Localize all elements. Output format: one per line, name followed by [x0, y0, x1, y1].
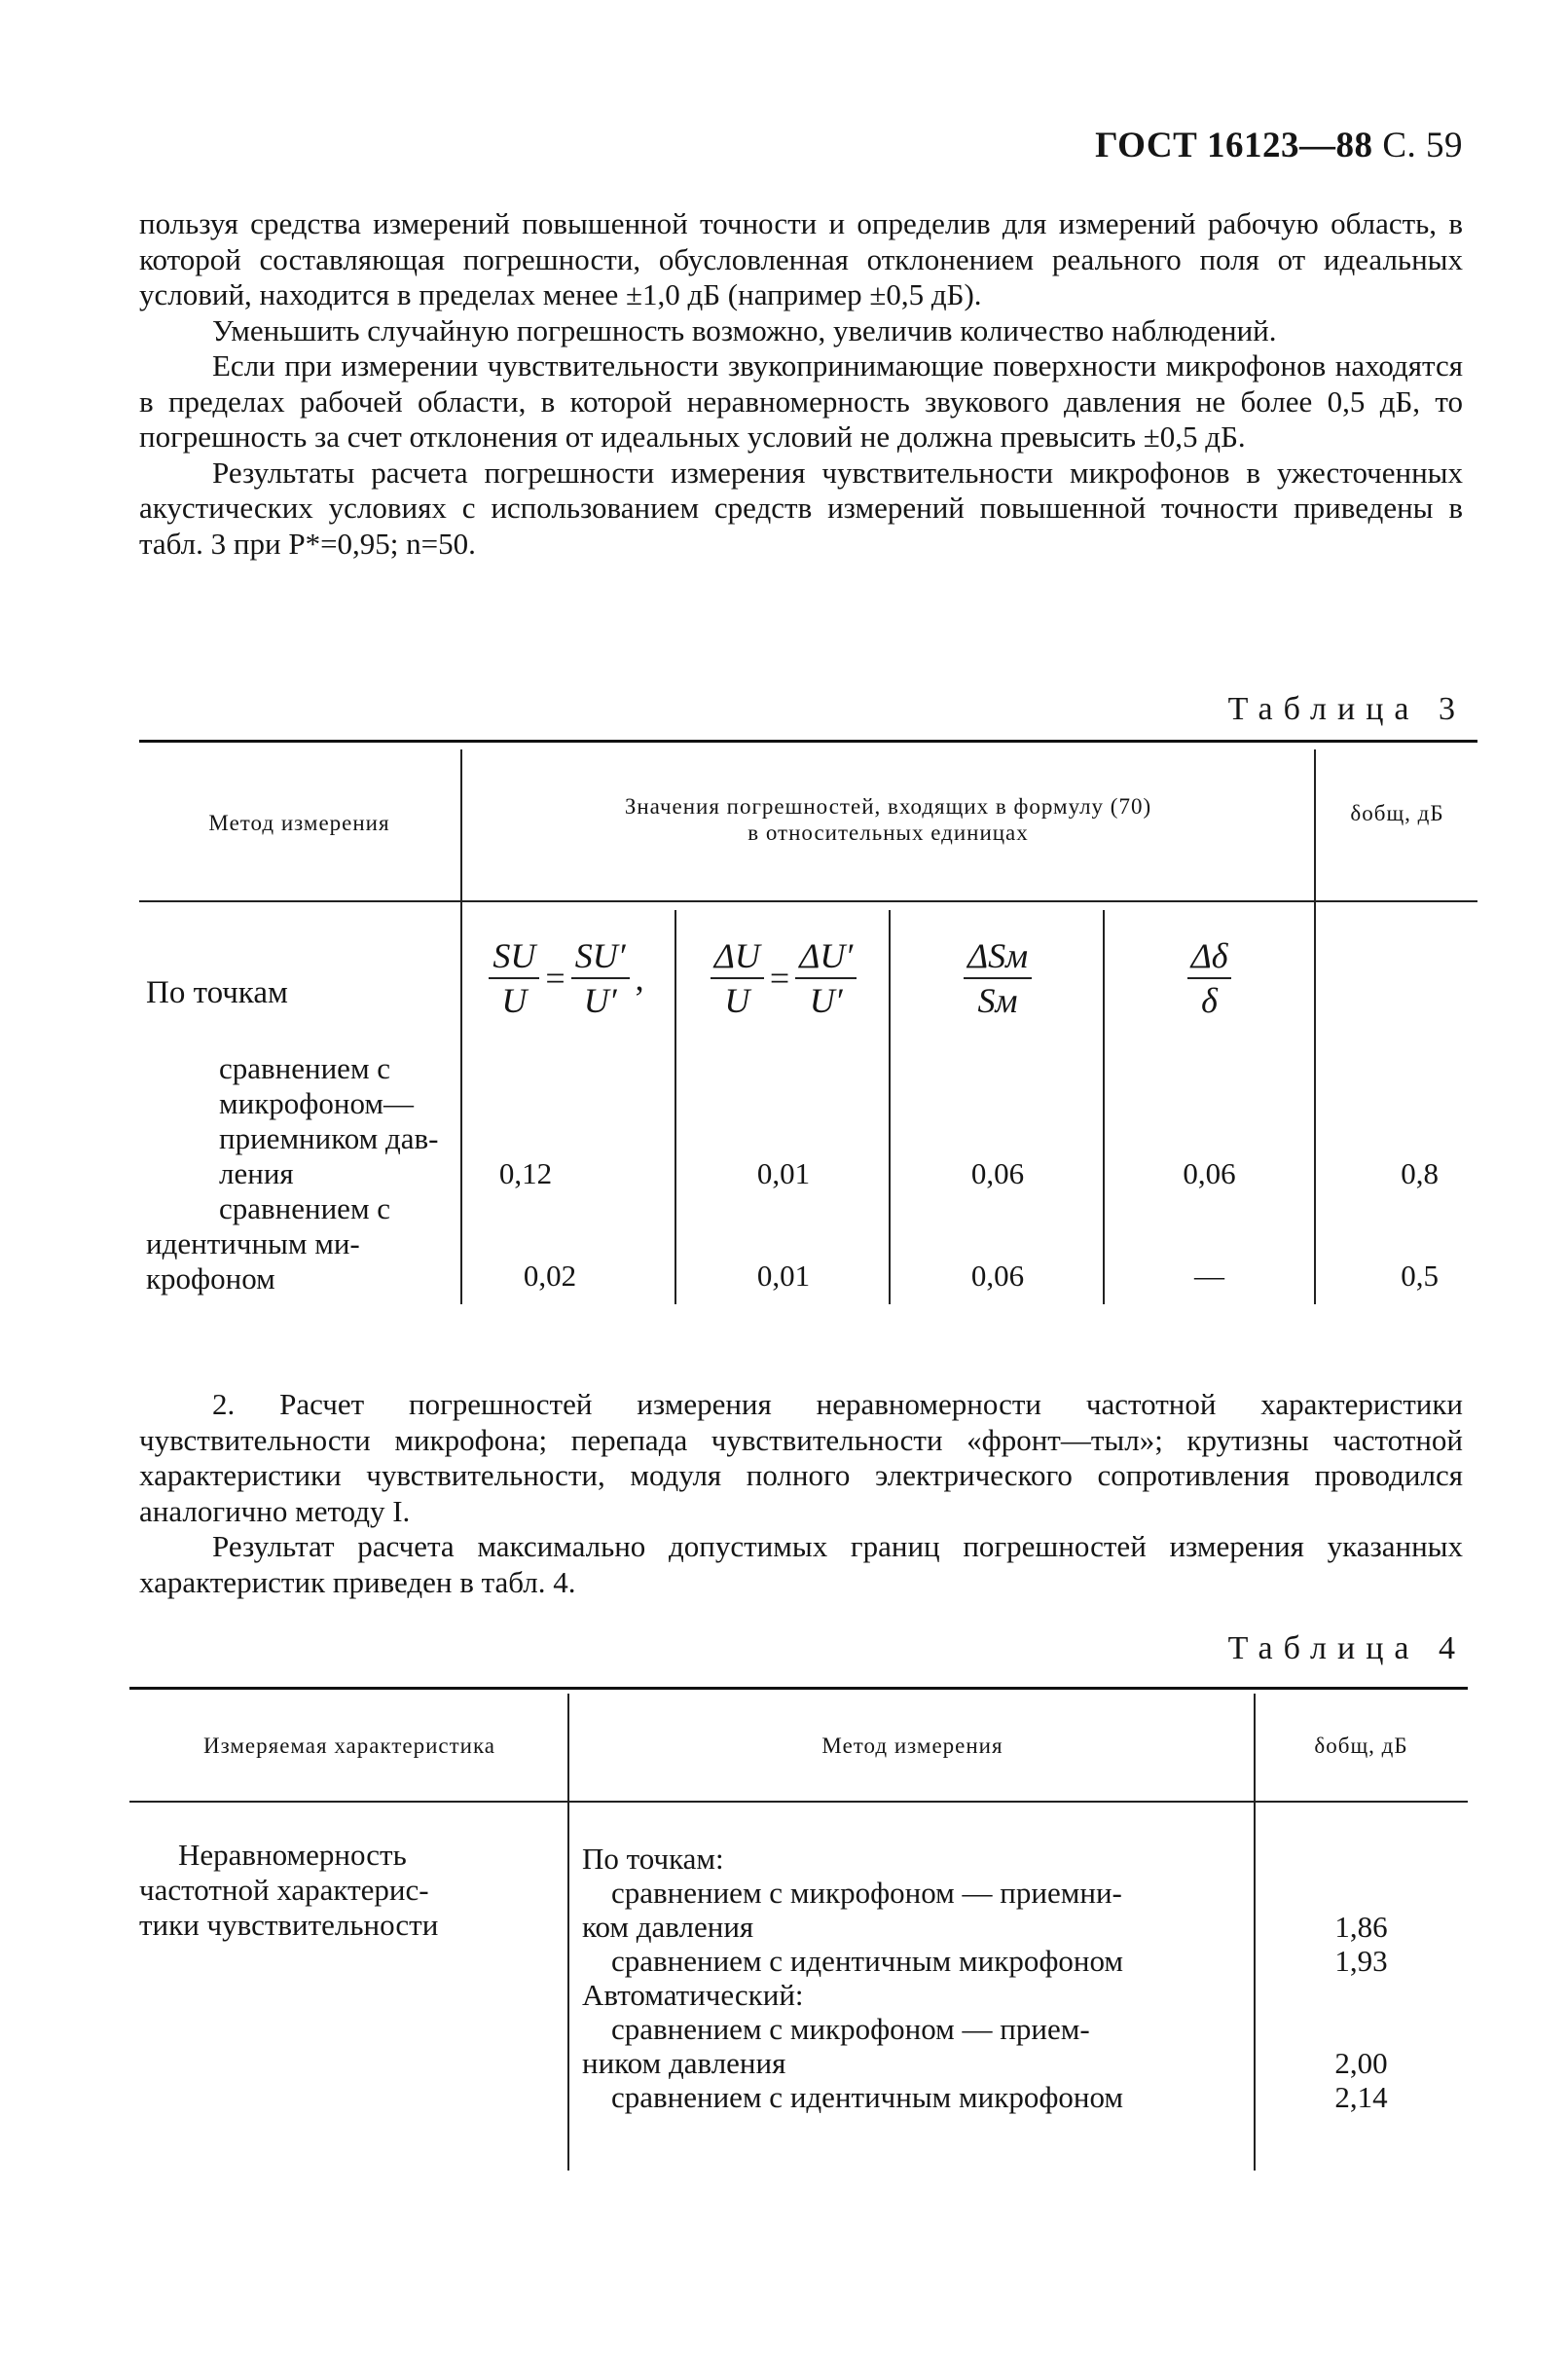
- table4-header-rule: [129, 1801, 1468, 1803]
- paragraph-6: Результат расчета максимально допустимых границ погрешностей измерения указанных характеристик приведен в табл. 4.: [139, 1529, 1463, 1599]
- table3-row2-v1: 0,02: [523, 1259, 577, 1293]
- table4-header-total: δобщ, дБ: [1314, 1733, 1408, 1758]
- table4-total-4: 2,14: [1334, 2080, 1388, 2114]
- paragraph-2: Уменьшить случайную погрешность возможно, увеличив количество наблюдений.: [212, 312, 1277, 347]
- table3-row1-method: сравнением с микрофоном— приемником дав- ления: [219, 1051, 439, 1190]
- table3-group-label: По точкам: [146, 975, 288, 1010]
- table3-row2-v2: 0,01: [756, 1259, 811, 1293]
- paragraph-3: Если при измерении чувствительности звукопринимающие поверхности микрофонов находятся в пределах рабочей области, в которой неравномерность звукового давления не более 0,5 дБ, то погрешность за счет отклонения от идеальных условий не должна превысить ±0,5 дБ.: [139, 348, 1463, 454]
- body-text-middle: [139, 1387, 1463, 1600]
- standard-number: ГОСТ 16123—88: [1095, 126, 1373, 165]
- formula-2: $\frac{\Delta U}{U}$ = $\frac{\Delta U'}{U'}$: [681, 934, 886, 1022]
- formula-3: $\frac{\text{ΔSм}}{Sм}$: [895, 934, 1100, 1022]
- table4-header-characteristic: Измеряемая характеристика: [202, 1733, 495, 1758]
- paragraph-4: Результаты расчета погрешности измерения чувствительности микрофонов в ужесточенных акустических условиях с использованием средств измерений повышенной точности приведены в табл. 3 при P*=0,95; n=50.: [139, 455, 1463, 561]
- table3-top-rule: [139, 740, 1477, 743]
- table3-col-divider-2: [1314, 749, 1316, 1304]
- table4-characteristic: Неравномерность частотной характерис- тики чувствительности: [139, 1838, 439, 1942]
- table4-total-3: 2,00: [1334, 2046, 1388, 2080]
- table3-caption: Таблица 3: [1227, 691, 1466, 727]
- formula-1: $\frac{SU}{U}$ = $\frac{SU'}{U'}$ ,: [467, 934, 672, 1022]
- table4-method-group-auto: Автоматический:: [582, 1978, 804, 2012]
- table4-top-rule: [129, 1687, 1468, 1690]
- table3-row1-v4: 0,06: [1183, 1156, 1236, 1190]
- table4-method-group-points: По точкам:: [582, 1842, 724, 1876]
- table3-header-values-line2: в относительных единицах: [748, 821, 1029, 845]
- page-number: С. 59: [1382, 126, 1463, 165]
- table4-total-2: 1,93: [1334, 1944, 1388, 1978]
- table3-header-values: [467, 793, 1309, 846]
- table3-row2-v3: 0,06: [970, 1259, 1025, 1293]
- table3-col-divider-1: [460, 749, 462, 1304]
- table3-row2-method: сравнением с идентичным ми- крофоном: [146, 1191, 391, 1295]
- table3-row1-v3: 0,06: [970, 1156, 1025, 1190]
- table4-caption: Таблица 4: [1227, 1630, 1466, 1666]
- table3-header-values-line1: Значения погрешностей, входящих в формулу (70): [624, 794, 1152, 819]
- table3-col-divider-3: [675, 910, 676, 1304]
- table4-total-1: 1,86: [1334, 1910, 1388, 1944]
- table3-header-rule: [139, 900, 1477, 902]
- table3-col-divider-4: [889, 910, 891, 1304]
- table3-col-divider-5: [1103, 910, 1105, 1304]
- body-text-top: [139, 206, 1463, 562]
- formula-4: $\frac{\Delta\delta}{\delta}$: [1110, 934, 1309, 1022]
- table3-row2-v4: —: [1194, 1259, 1224, 1293]
- table3-header-method: Метод измерения: [208, 811, 390, 835]
- table3-row1-v1: 0,12: [498, 1156, 553, 1190]
- paragraph-1: пользуя средства измерений повышенной точности и определив для измерений рабочую область, в которой составляющая погрешности, обусловленная отклонением реального поля от идеальных условий, находится в пределах менее ±1,0 дБ (например ±0,5 дБ).: [139, 206, 1463, 311]
- table4-col-divider-2: [1254, 1694, 1256, 2171]
- table3-row1-total: 0,8: [1401, 1156, 1439, 1190]
- table3-row1-v2: 0,01: [756, 1156, 811, 1190]
- table3-header-total: δобщ, дБ: [1350, 801, 1444, 825]
- table4-methods: По точкам: сравнением с микрофоном — приемни- ком давления сравнением с идентичным микрофоном Автоматический: сравнением с микрофоном — прием- ником давления сравнением с идентичным микрофоном: [582, 1842, 1244, 2114]
- page-header: [1095, 125, 1463, 166]
- table3-row2-total: 0,5: [1401, 1259, 1439, 1293]
- table4-header-method: Метод измерения: [821, 1733, 1003, 1758]
- paragraph-5: 2. Расчет погрешностей измерения неравномерности частотной характеристики чувствительности микрофона; перепада чувствительности «фронт—тыл»; крутизны частотной характеристики чувствительности, модуля полного электрического сопротивления проводился аналогично методу I.: [139, 1387, 1463, 1528]
- table4-col-divider-1: [567, 1694, 569, 2171]
